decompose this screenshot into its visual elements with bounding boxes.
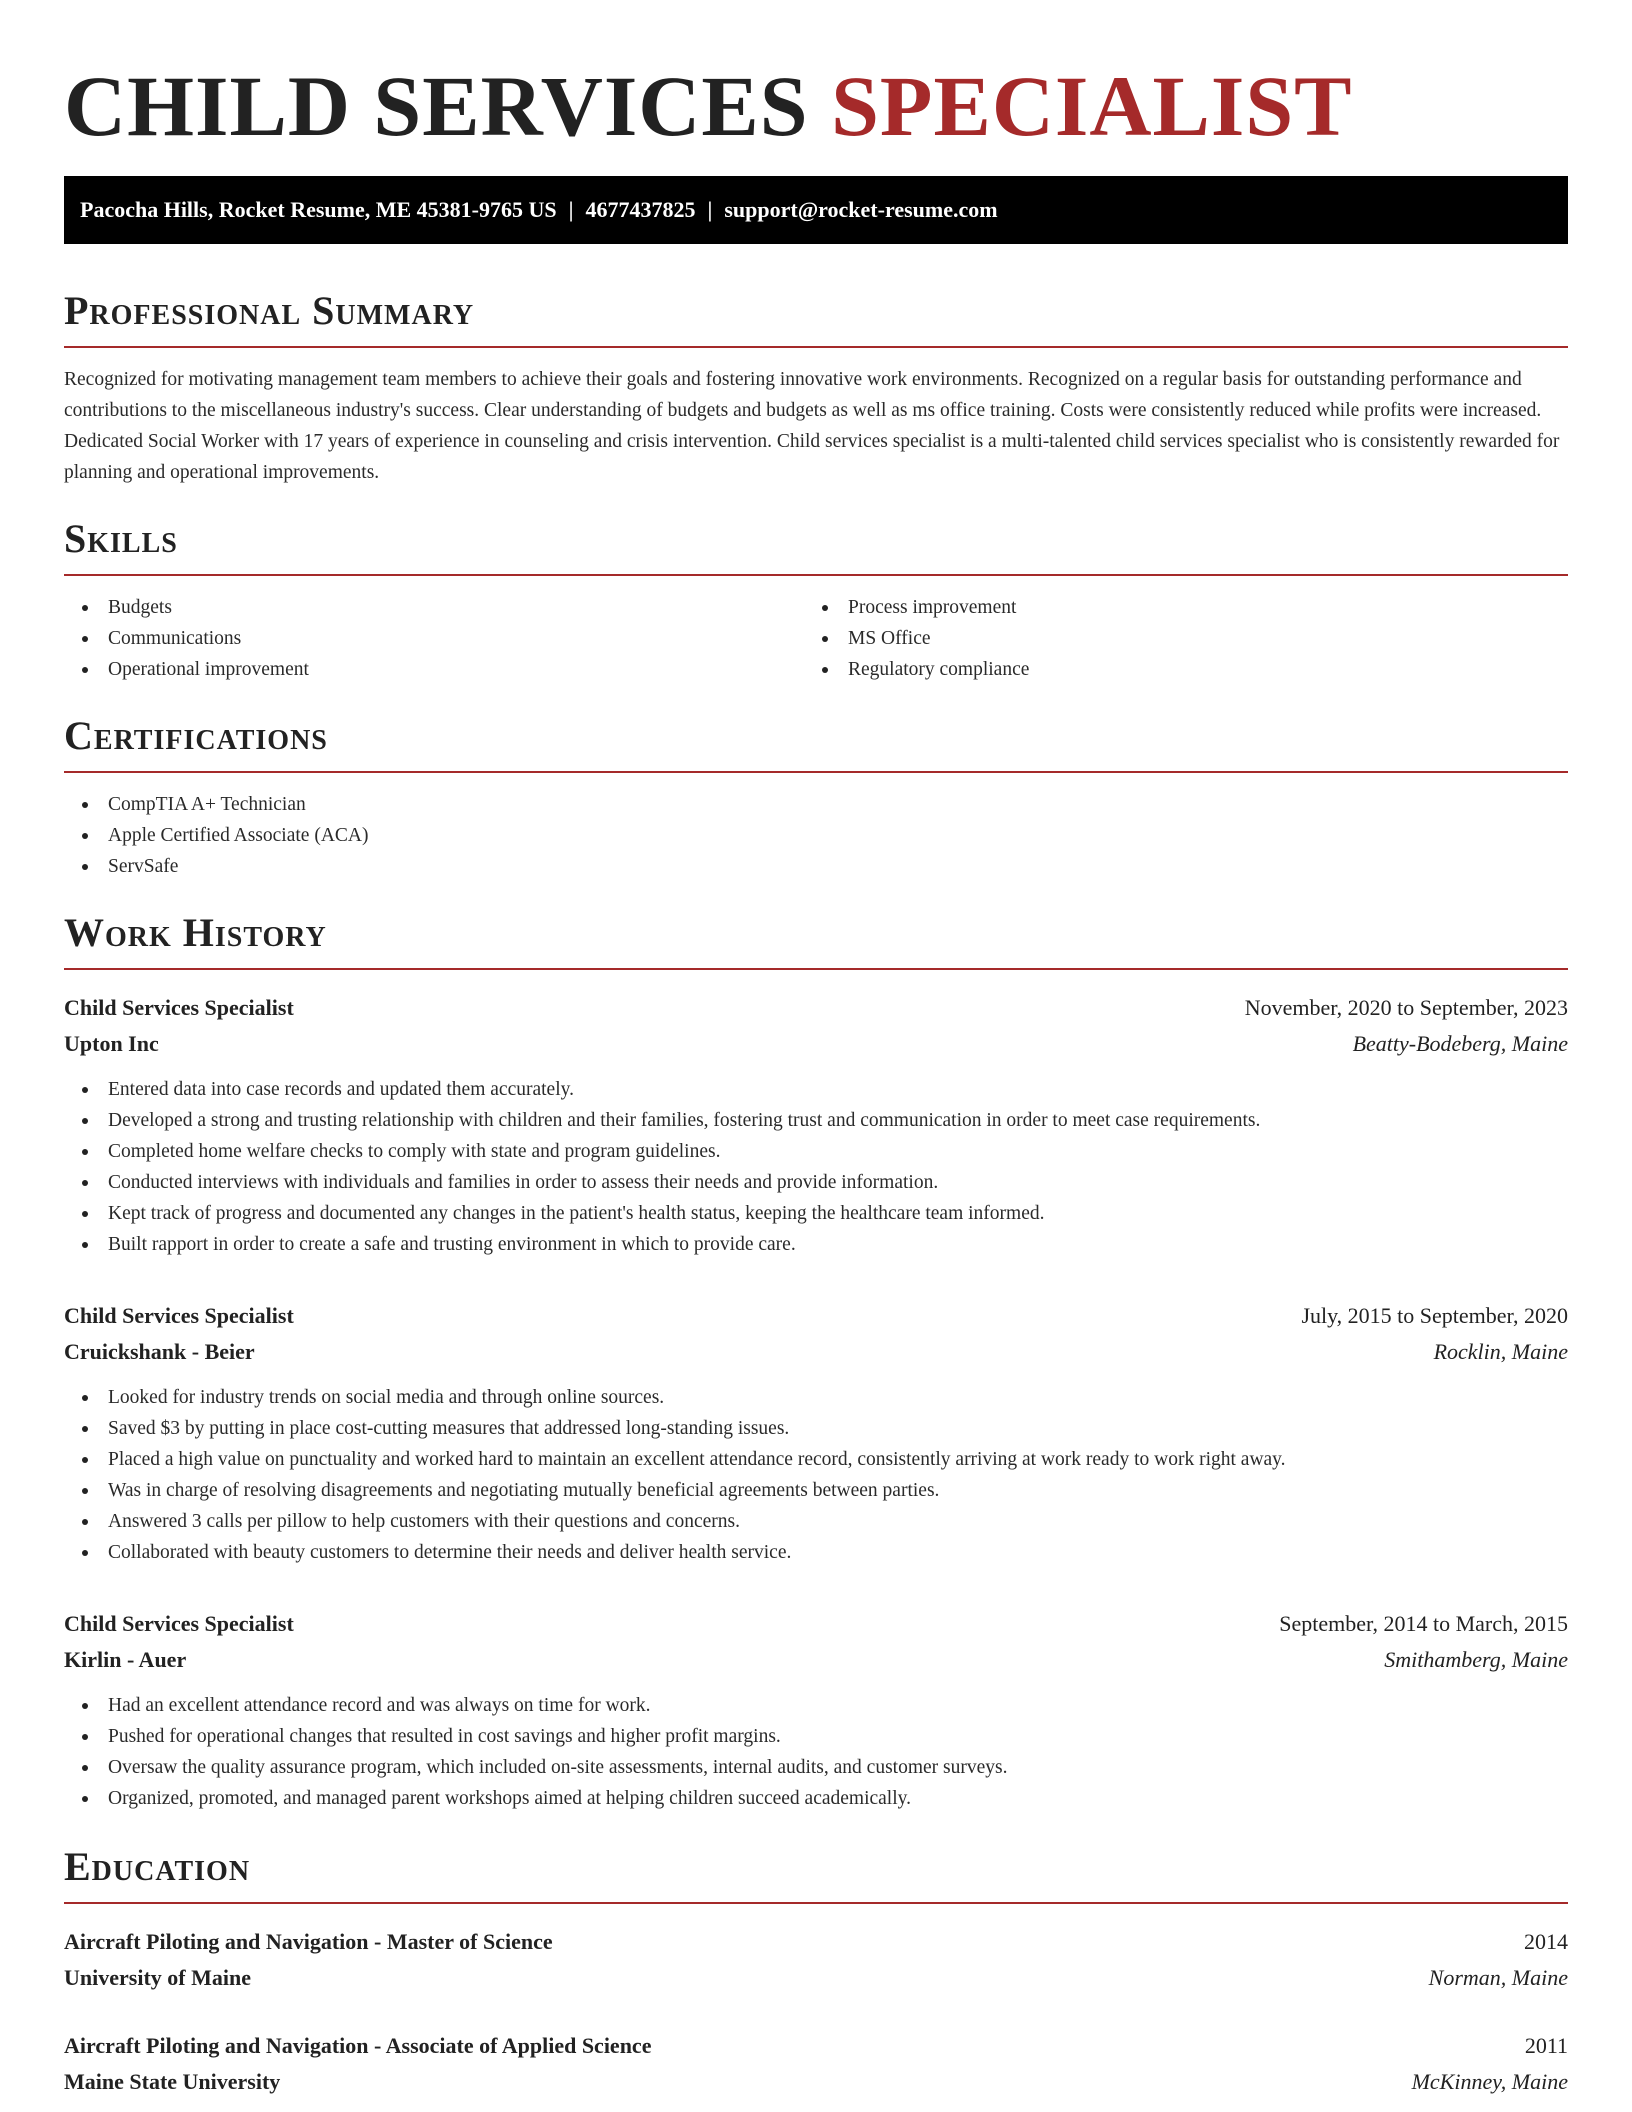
certification-item: Apple Certified Associate (ACA) <box>64 820 1568 851</box>
job-company-row <box>64 1026 1568 1062</box>
contact-address: Pacocha Hills, Rocket Resume, ME 45381-9765 US <box>80 197 557 222</box>
education-degree-row <box>64 1924 1568 1960</box>
education-year: 2011 <box>1524 2033 1568 2058</box>
job-bullet: Answered 3 calls per pillow to help customers with their questions and concerns. <box>64 1506 1568 1537</box>
job-company-row <box>64 1642 1568 1678</box>
skills-column-right <box>804 592 1544 685</box>
resume-page <box>64 0 1568 2100</box>
job-entry <box>64 1606 1568 1814</box>
title-main: CHILD SERVICES <box>64 58 809 154</box>
title-accent: SPECIALIST <box>831 58 1353 154</box>
job-company: Kirlin - Auer <box>64 1647 187 1672</box>
skill-item: Regulatory compliance <box>804 654 1544 685</box>
job-bullet: Developed a strong and trusting relationship with children and their families, fostering trust and communication in order to meet case requirements. <box>64 1105 1568 1136</box>
certifications-list <box>64 789 1568 882</box>
skill-item: Operational improvement <box>64 654 804 685</box>
job-bullet: Looked for industry trends on social media and through online sources. <box>64 1382 1568 1413</box>
job-bullet: Entered data into case records and updated them accurately. <box>64 1074 1568 1105</box>
education-degree-row <box>64 2028 1568 2064</box>
job-bullet: Had an excellent attendance record and was always on time for work. <box>64 1690 1568 1721</box>
job-header-row <box>64 1298 1568 1334</box>
contact-separator: | <box>568 197 574 222</box>
job-bullet: Oversaw the quality assurance program, which included on-site assessments, internal audits, and customer surveys. <box>64 1752 1568 1783</box>
job-header-row <box>64 1606 1568 1642</box>
work-history-heading: Work History <box>64 910 1568 970</box>
education-year: 2014 <box>1524 1929 1568 1954</box>
contact-separator: | <box>707 197 713 222</box>
job-dates: July, 2015 to September, 2020 <box>1301 1303 1568 1328</box>
job-company: Upton Inc <box>64 1031 159 1056</box>
education-heading: Education <box>64 1844 1568 1904</box>
education-school: Maine State University <box>64 2069 281 2094</box>
summary-text: Recognized for motivating management team members to achieve their goals and fostering innovative work environments. Recognized on a regular basis for outstanding performance and contributions to the miscellaneous industry's success. Clear understanding of budgets and budgets as well as ms office training. Costs were consistently reduced while profits were increased. Dedicated Social Worker with 17 years of experience in counseling and crisis intervention. Child services specialist is a multi-talented child services specialist who is consistently rewarded for planning and operational improvements. <box>64 369 1560 483</box>
skill-item: MS Office <box>804 623 1544 654</box>
job-bullet: Organized, promoted, and managed parent workshops aimed at helping children succeed academically. <box>64 1783 1568 1814</box>
job-bullets <box>64 1074 1568 1260</box>
job-bullets <box>64 1690 1568 1814</box>
job-bullet: Pushed for operational changes that resulted in cost savings and higher profit margins. <box>64 1721 1568 1752</box>
job-bullets <box>64 1382 1568 1568</box>
education-entry <box>64 1924 1568 1996</box>
job-bullet: Placed a high value on punctuality and worked hard to maintain an excellent attendance record, consistently arriving at work ready to work right away. <box>64 1444 1568 1475</box>
resume-title <box>64 56 1568 156</box>
education-degree: Aircraft Piloting and Navigation - Master of Science <box>64 1929 553 1954</box>
job-title: Child Services Specialist <box>64 1611 294 1636</box>
skill-item: Communications <box>64 623 804 654</box>
job-dates: November, 2020 to September, 2023 <box>1244 995 1568 1020</box>
certification-item: ServSafe <box>64 851 1568 882</box>
job-location: Smithamberg, Maine <box>1384 1647 1568 1672</box>
job-company-row <box>64 1334 1568 1370</box>
skill-item: Budgets <box>64 592 804 623</box>
job-header-row <box>64 990 1568 1026</box>
education-location: McKinney, Maine <box>1411 2069 1568 2094</box>
skill-item: Process improvement <box>804 592 1544 623</box>
job-bullet: Built rapport in order to create a safe and trusting environment in which to provide care. <box>64 1229 1568 1260</box>
job-location: Rocklin, Maine <box>1433 1339 1568 1364</box>
job-bullet: Was in charge of resolving disagreements and negotiating mutually beneficial agreements between parties. <box>64 1475 1568 1506</box>
contact-bar <box>64 176 1568 244</box>
certification-item: CompTIA A+ Technician <box>64 789 1568 820</box>
certifications-heading: Certifications <box>64 713 1568 773</box>
job-bullet: Completed home welfare checks to comply with state and program guidelines. <box>64 1136 1568 1167</box>
job-title: Child Services Specialist <box>64 1303 294 1328</box>
job-bullet: Collaborated with beauty customers to determine their needs and deliver health service. <box>64 1537 1568 1568</box>
skills-list <box>64 592 1568 685</box>
education-school-row <box>64 1960 1568 1996</box>
job-bullet: Saved $3 by putting in place cost-cutting measures that addressed long-standing issues. <box>64 1413 1568 1444</box>
skills-heading: Skills <box>64 516 1568 576</box>
skills-column-left <box>64 592 804 685</box>
job-location: Beatty-Bodeberg, Maine <box>1352 1031 1568 1056</box>
education-entry <box>64 2028 1568 2100</box>
contact-email: support@rocket-resume.com <box>724 197 998 222</box>
job-bullet: Kept track of progress and documented any changes in the patient's health status, keeping the healthcare team informed. <box>64 1198 1568 1229</box>
education-location: Norman, Maine <box>1428 1965 1568 1990</box>
job-entry <box>64 1298 1568 1568</box>
education-school-row <box>64 2064 1568 2100</box>
job-bullet: Conducted interviews with individuals and families in order to assess their needs and provide information. <box>64 1167 1568 1198</box>
summary-heading: Professional Summary <box>64 288 1568 348</box>
job-dates: September, 2014 to March, 2015 <box>1279 1611 1568 1636</box>
job-title: Child Services Specialist <box>64 995 294 1020</box>
education-school: University of Maine <box>64 1965 251 1990</box>
contact-phone: 4677437825 <box>585 197 696 222</box>
education-degree: Aircraft Piloting and Navigation - Associate of Applied Science <box>64 2033 652 2058</box>
job-entry <box>64 990 1568 1260</box>
job-company: Cruickshank - Beier <box>64 1339 255 1364</box>
